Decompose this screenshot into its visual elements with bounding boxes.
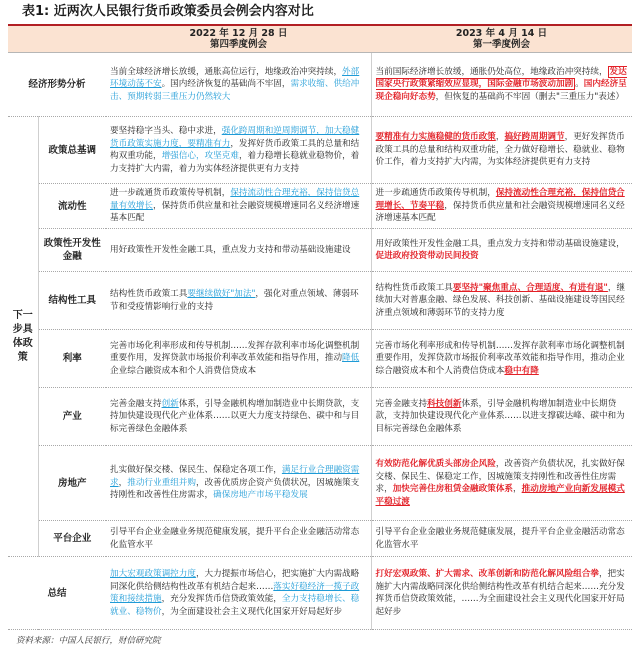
q4-2022-cell bbox=[106, 521, 371, 557]
text-segment: 完善金融支持 bbox=[110, 398, 162, 409]
text-segment: 满足行业合理融资需求 bbox=[110, 465, 360, 488]
q4-2022-cell bbox=[106, 117, 371, 184]
text-segment: 稳中有降 bbox=[504, 365, 539, 376]
comparison-table bbox=[8, 26, 632, 630]
text-segment: 引导平台企业金融业务规范健康发展，提升平台企业金融活动常态化监管水平 bbox=[375, 527, 625, 550]
q1-2023-cell bbox=[371, 388, 632, 446]
text-segment: 进一步疏通货币政策传导机制， bbox=[110, 188, 231, 199]
table-row bbox=[8, 272, 632, 330]
table-row bbox=[8, 446, 632, 521]
text-segment: 搞好跨周期调节 bbox=[504, 132, 565, 143]
table-row bbox=[8, 184, 632, 229]
row-label: 利率 bbox=[38, 330, 106, 388]
text-segment: ， bbox=[495, 132, 505, 143]
text-segment: 。国内经济恢复的基础尚不牢固， bbox=[161, 79, 291, 90]
side-label: 下一步具体政策 bbox=[8, 117, 38, 557]
row-label: 经济形势分析 bbox=[8, 53, 106, 117]
text-segment: 完善市场化利率形成和传导机制……发挥存款利率市场化调整机制重要作用，发挥贷款市场报价利率改革效能和指导作用，推动企业综合融资成本和个人消费信贷成本 bbox=[375, 340, 625, 376]
text-segment: ，改善资产负债状况，扎实做好保交楼、保民生、保稳定工作，因城施策支持刚性和改善性住房需求， bbox=[375, 459, 625, 494]
text-segment: 保持流动性合理充裕，保持信贷总量有效增长 bbox=[110, 188, 360, 211]
text-segment: 有效防范化解优质头部房企风险 bbox=[375, 459, 496, 469]
text-segment: 要继续做好"加法" bbox=[187, 289, 256, 299]
text-segment: 完善市场化利率形成和传导机制……发挥存款利率市场化调整机制重要作用，发挥贷款市场报价利率改革效能和指导作用，推动 bbox=[110, 340, 360, 364]
text-segment: 促进政府投资带动民间投资 bbox=[375, 251, 479, 261]
text-segment: 要坚持"聚焦重点、合理适度、有进有退" bbox=[452, 282, 608, 293]
table-row bbox=[8, 388, 632, 446]
q4-2022-cell bbox=[106, 184, 371, 229]
header-blank bbox=[8, 26, 106, 53]
text-segment: ，更好发挥货币政策工具的总量和结构双重功能，全力做好稳增长、稳就业、稳物价工作，着力支持扩大内需，为实体经济提供更有力支持 bbox=[375, 132, 625, 168]
text-segment: 加快完善住房租赁金融政策体系 bbox=[392, 484, 514, 494]
text-segment: ，充分发挥货币信贷政策效能， bbox=[161, 594, 282, 604]
q1-2023-cell bbox=[371, 184, 632, 229]
text-segment: 体系，引导金融机构增加制造业中长期贷款，支持加快建设现代化产业体系……以更大力度支持绿色、碳中和与目标完善绿色金融体系 bbox=[110, 398, 360, 434]
text-segment: 打好宏观政策、扩大需求、改革创新和防范化解风险组合拳 bbox=[375, 569, 599, 579]
q4-2022-cell bbox=[106, 53, 371, 117]
text-segment: 进一步疏通货币政策传导机制， bbox=[375, 188, 496, 199]
text-segment: 结构性货币政策工具 bbox=[375, 282, 453, 293]
q1-2023-cell bbox=[371, 117, 632, 184]
q1-2023-cell bbox=[371, 330, 632, 388]
text-segment: 保持信贷合理增长、节奏平稳 bbox=[375, 188, 625, 211]
q4-2022-cell bbox=[106, 330, 371, 388]
text-segment: 降低 bbox=[342, 353, 360, 364]
text-segment: ，继续加大对普惠金融、绿色发展、科技创新、基础设施建设等国民经济重点领域和薄弱环节的支持力度 bbox=[375, 282, 626, 318]
text-segment: ，为全面建设社会主义现代化国家开好局起好步 bbox=[161, 606, 343, 617]
table-row bbox=[8, 229, 632, 272]
text-segment: 完善金融支持 bbox=[375, 398, 428, 409]
text-segment: 要精准有力实施稳健的货币政策 bbox=[375, 132, 496, 143]
text-segment: 当前全球经济增长放缓，通胀高位运行，地缘政治冲突持续， bbox=[110, 66, 343, 77]
text-segment: 增强信心，攻坚克难 bbox=[161, 151, 239, 161]
table-title: 表1: 近两次人民银行货币政策委员会例会内容对比 bbox=[8, 2, 632, 26]
text-segment: 加大宏观政策调控力度 bbox=[110, 569, 196, 579]
text-segment: 外部环境动荡不安 bbox=[110, 66, 360, 90]
row-label: 结构性工具 bbox=[38, 272, 106, 330]
q1-2023-cell bbox=[371, 521, 632, 557]
text-segment: 企业综合融资成本和个人消费信贷成本 bbox=[110, 365, 257, 376]
text-segment: 体系，引导金融机构增加制造业中长期贷款，支持加快建设现代化产业体系……以进支撑碳达峰、碳中和为目标完善绿色金融体系 bbox=[375, 398, 625, 434]
row-label: 政策性开发性金融 bbox=[38, 229, 106, 272]
table-row bbox=[8, 53, 632, 117]
row-label: 产业 bbox=[38, 388, 106, 446]
header-q4-2022: 2022 年 12 月 28 日 第四季度例会 bbox=[106, 26, 371, 53]
table-row bbox=[8, 521, 632, 557]
q1-2023-cell bbox=[371, 446, 632, 521]
text-segment: 结构性货币政策工具 bbox=[110, 289, 188, 299]
text-segment: ，保持货币供应量和社会融资规模增速同名义经济增速基本匹配 bbox=[110, 200, 360, 224]
row-label: 流动性 bbox=[38, 184, 106, 229]
q4-2022-cell bbox=[106, 229, 371, 272]
text-segment: 确保房地产市场平稳发展 bbox=[213, 490, 308, 501]
text-segment: 科技创新 bbox=[427, 398, 462, 409]
text-segment: 用好政策性开发性金融工具，重点发力支持和带动基础设施建设， bbox=[375, 238, 625, 249]
q1-2023-cell bbox=[371, 272, 632, 330]
row-label: 总结 bbox=[8, 557, 106, 630]
text-segment: ，把实施扩大内需战略同深化供给侧结构性改革有机结合起来……充分发挥货币信贷政策效能，……为全面建设社会主义现代化国家开好局起好步 bbox=[375, 569, 625, 617]
text-segment: 国内经济呈现企稳向好态势 bbox=[375, 79, 627, 102]
q1-2023-cell bbox=[371, 557, 632, 630]
text-segment: ，着力稳增长稳就业稳物价，着力支持扩大内需，着力为实体经济提供更有力支持 bbox=[110, 151, 360, 174]
header-q1-2023: 2023 年 4 月 14 日 第一季度例会 bbox=[371, 26, 632, 53]
q4-2022-cell bbox=[106, 446, 371, 521]
table-row bbox=[8, 557, 632, 630]
text-segment: ，保持货币供应量和社会融资规模增速同名义经济增速基本匹配 bbox=[375, 200, 625, 224]
table-row bbox=[8, 117, 632, 184]
text-segment: 扎实做好保交楼、保民生、保稳定各项工作， bbox=[110, 465, 282, 476]
text-segment: 要坚持稳字当头、稳中求进， bbox=[110, 126, 222, 136]
table-header-row bbox=[8, 26, 632, 53]
text-segment: ， bbox=[118, 477, 128, 488]
text-segment: 用好政策性开发性金融工具，重点发力支持和带动基础设施建设 bbox=[110, 244, 351, 255]
text-segment: 推动行业重组并购 bbox=[127, 477, 196, 488]
text-segment: 需求收缩、供给冲击、预期转弱三重压力仍然较大 bbox=[110, 79, 360, 102]
q4-2022-cell bbox=[106, 388, 371, 446]
row-label: 政策总基调 bbox=[38, 117, 106, 184]
text-segment: ， bbox=[513, 484, 522, 494]
q4-2022-cell bbox=[106, 272, 371, 330]
q1-2023-cell bbox=[371, 229, 632, 272]
text-segment: 推动房地产业向新发展模式平稳过渡 bbox=[375, 484, 625, 507]
row-label: 房地产 bbox=[38, 446, 106, 521]
q1-2023-cell bbox=[371, 53, 632, 117]
row-label: 平台企业 bbox=[38, 521, 106, 557]
text-segment: ，强化对重点领域、薄弱环节和受疫情影响行业的支持 bbox=[110, 289, 359, 312]
text-segment: ，改善优质房企资产负债状况，因城施策支持刚性和改善性住房需求， bbox=[110, 477, 360, 501]
text-segment: 落实好稳经济一揽子政策和接续措施 bbox=[110, 581, 360, 604]
text-segment: 当前国际经济增长放缓，通胀仍处高位，地缘政治冲突持续， bbox=[375, 66, 608, 77]
table-row bbox=[8, 330, 632, 388]
text-segment: 强化跨周期和逆周期调节，加大稳健货币政策实施力度，要精准有力 bbox=[110, 126, 360, 149]
text-segment: ，但恢复的基础尚不牢固（删去"三重压力"表述） bbox=[435, 91, 625, 102]
text-segment: ，大力提振市场信心，把实施扩大内需战略同深化供给侧结构性改革有机结合起来…… bbox=[110, 569, 360, 592]
text-segment: 创新 bbox=[161, 398, 179, 409]
text-segment: ，发挥好货币政策工具的总量和结构双重功能， bbox=[110, 138, 360, 161]
q4-2022-cell bbox=[106, 557, 371, 630]
text-segment: 。 bbox=[575, 79, 584, 90]
text-segment: 全力支持稳增长、稳就业、稳物价 bbox=[110, 594, 360, 617]
source-note: 资料来源：中国人民银行，财信研究院 bbox=[16, 636, 161, 646]
text-segment: 引导平台企业金融业务规范健康发展，提升平台企业金融活动常态化监管水平 bbox=[110, 527, 360, 550]
text-segment: 保持流动性合理充裕， bbox=[495, 188, 582, 199]
text-segment: 发达国家央行政策紧缩效应显现，国际金融市场波动加剧 bbox=[375, 66, 627, 90]
